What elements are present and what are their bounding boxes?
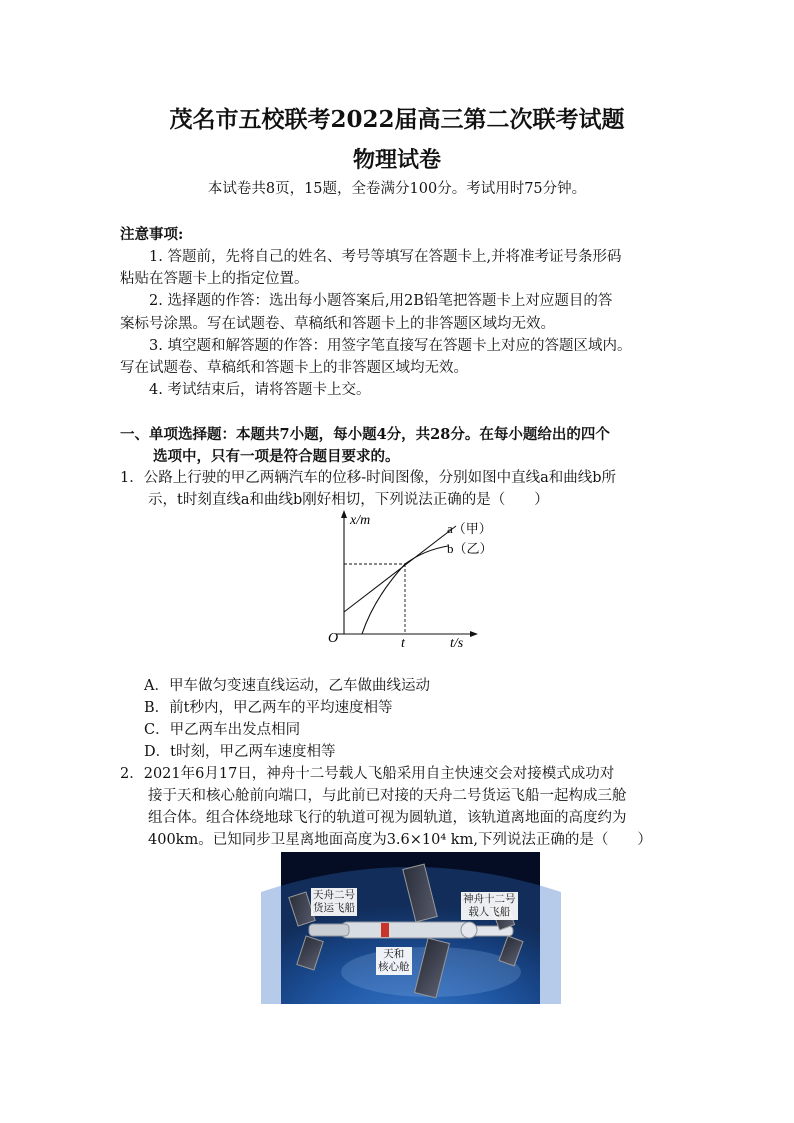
question-2-text: 接于天和核心舱前向端口，与此前已对接的天舟二号货运飞船一起构成三舱 <box>148 788 627 804</box>
y-axis-label: x/m <box>350 513 371 528</box>
x-axis-label: t/s <box>450 636 464 651</box>
position-time-graph <box>316 506 493 652</box>
line-b-label: b（乙） <box>447 541 493 556</box>
notice-heading: 注意事项: <box>120 226 184 243</box>
red-band <box>381 923 389 937</box>
origin-label: O <box>328 631 339 646</box>
space-station-image <box>281 852 540 1004</box>
label-cargo-ship-line2: 货运飞船 <box>313 902 355 914</box>
page-subtitle: 物理试卷 <box>352 147 441 173</box>
section-heading: 一、单项选择题：本题共7小题，每小题4分，共28分。在每小题给出的四个 <box>120 426 610 443</box>
notice-line: 4. 考试结束后，请将答题卡上交。 <box>149 382 371 398</box>
question-2-text: 组合体。组合体绕地球飞行的轨道可视为圆轨道，该轨道离地面的高度约为 <box>148 810 627 826</box>
label-core-module-line1: 天和 <box>383 948 405 960</box>
notice-line: 粘贴在答题卡上的指定位置。 <box>120 271 309 287</box>
y-axis-arrow <box>341 510 347 518</box>
option-b: B．前t秒内，甲乙两车的平均速度相等 <box>144 700 393 716</box>
section-heading-cont: 选项中，只有一项是符合题目要求的。 <box>153 448 400 465</box>
question-2-text: 2．2021年6月17日，神舟十二号载人飞船采用自主快速交会对接模式成功对 <box>120 766 615 782</box>
core-module <box>341 922 471 938</box>
t-tick-label: t <box>401 636 405 651</box>
line-a-label: a（甲） <box>447 521 492 536</box>
label-cargo-ship <box>311 888 357 916</box>
label-crew-ship-line1: 神舟十二号 <box>463 893 516 905</box>
option-c: C．甲乙两车出发点相同 <box>144 722 301 738</box>
question-2-text: 400km。已知同步卫星离地面高度为3.6×10⁴ km,下列说法正确的是（ ） <box>148 832 652 848</box>
notice-line: 案标号涂黑。写在试题卷、草稿纸和答题卡上的非答题区域均无效。 <box>120 316 555 332</box>
notice-line: 1. 答题前，先将自己的姓名、考号等填写在答题卡上,并将准考证号条形码 <box>149 249 622 265</box>
page-title: 茂名市五校联考2022届高三第二次联考试题 <box>169 106 625 133</box>
question-1-text: 1．公路上行驶的甲乙两辆汽车的位移-时间图像，分别如图中直线a和曲线b所 <box>120 470 617 486</box>
x-axis-arrow <box>470 631 478 637</box>
label-crew-ship <box>461 892 518 920</box>
label-crew-ship-line2: 载人飞船 <box>468 906 511 918</box>
option-d: D．t时刻，甲乙两车速度相等 <box>144 744 336 760</box>
label-cargo-ship-line1: 天舟二号 <box>313 889 355 901</box>
label-core-module-line2: 核心舱 <box>378 961 410 973</box>
docking-node <box>461 922 477 938</box>
label-core-module <box>376 947 412 975</box>
notice-line: 3. 填空题和解答题的作答：用签字笔直接写在答题卡上对应的答题区域内。 <box>149 338 632 354</box>
cargo-ship-module <box>309 924 349 936</box>
notice-line: 2. 选择题的作答：选出每小题答案后,用2B铅笔把答题卡上对应题目的答 <box>149 293 613 309</box>
option-a: A．甲车做匀变速直线运动，乙车做曲线运动 <box>144 678 430 694</box>
exam-info: 本试卷共8页，15题，全卷满分100分。考试用时75分钟。 <box>207 181 587 197</box>
question-1-text: 示，t时刻直线a和曲线b刚好相切，下列说法正确的是（ ） <box>148 492 549 508</box>
notice-line: 写在试题卷、草稿纸和答题卡上的非答题区域均无效。 <box>120 360 468 376</box>
